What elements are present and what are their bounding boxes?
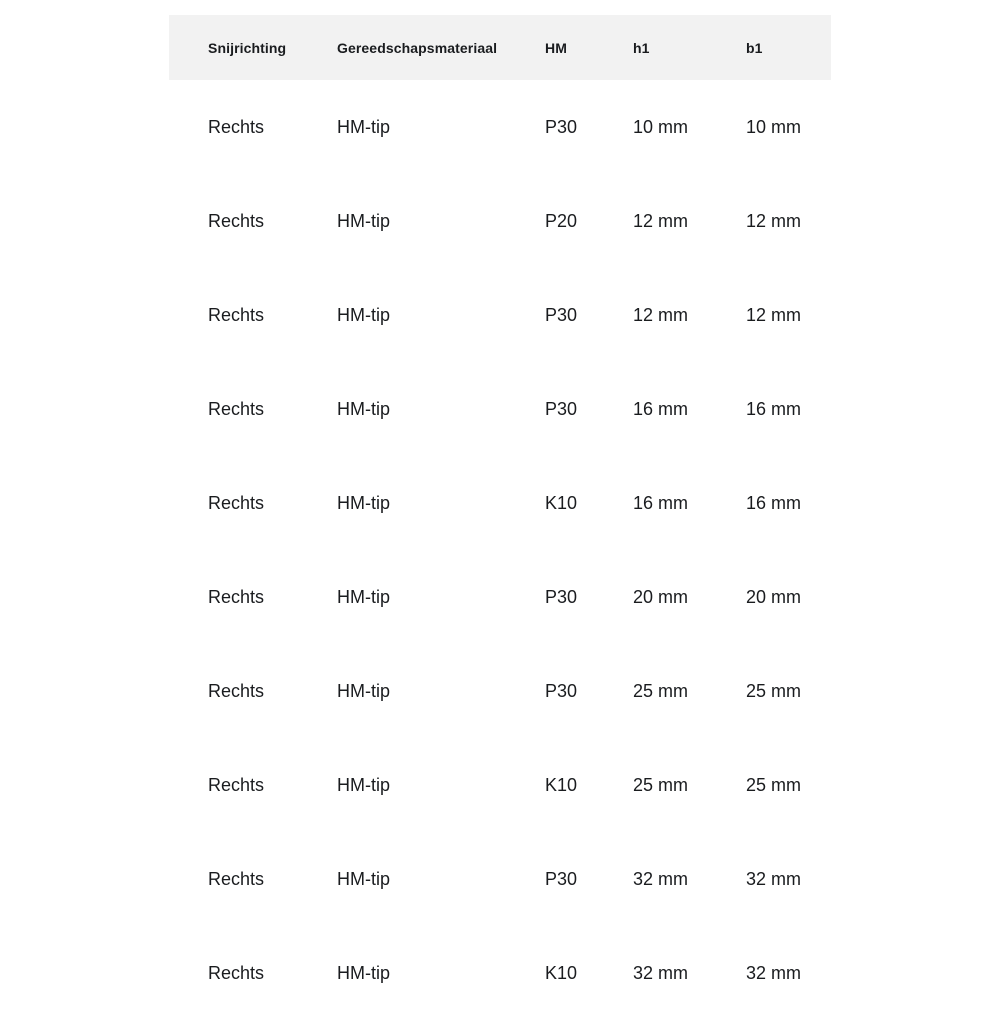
table-cell-b1: 20 mm — [746, 586, 802, 607]
table-cell-hm: P30 — [545, 116, 578, 137]
table-cell-h1: 25 mm — [633, 680, 689, 701]
table-cell-hm: K10 — [545, 492, 578, 513]
table-cell-snijrichting: Rechts — [208, 586, 265, 607]
table-row — [169, 926, 831, 1020]
column-header-hm: HM — [545, 39, 567, 56]
table-row — [169, 362, 831, 456]
table-cell-hm: K10 — [545, 962, 578, 983]
table-cell-h1: 32 mm — [633, 962, 689, 983]
table-cell-hm: P30 — [545, 304, 578, 325]
table-cell-gereedschapsmateriaal: HM-tip — [337, 304, 390, 325]
table-row — [169, 456, 831, 550]
table-cell-gereedschapsmateriaal: HM-tip — [337, 774, 390, 795]
table-cell-snijrichting: Rechts — [208, 962, 265, 983]
table-cell-b1: 32 mm — [746, 962, 802, 983]
table-cell-gereedschapsmateriaal: HM-tip — [337, 210, 390, 231]
table-cell-b1: 16 mm — [746, 398, 802, 419]
table-cell-gereedschapsmateriaal: HM-tip — [337, 868, 390, 889]
table-cell-b1: 12 mm — [746, 210, 802, 231]
table-cell-b1: 12 mm — [746, 304, 802, 325]
column-header-b1: b1 — [746, 39, 763, 56]
table-cell-snijrichting: Rechts — [208, 210, 265, 231]
table-cell-h1: 12 mm — [633, 210, 689, 231]
table-cell-snijrichting: Rechts — [208, 680, 265, 701]
column-header-snijrichting: Snijrichting — [208, 39, 287, 56]
table-row — [169, 80, 831, 174]
table-cell-h1: 25 mm — [633, 774, 689, 795]
table-cell-hm: P30 — [545, 398, 578, 419]
table-cell-snijrichting: Rechts — [208, 398, 265, 419]
table-cell-snijrichting: Rechts — [208, 304, 265, 325]
table-cell-h1: 32 mm — [633, 868, 689, 889]
table-row — [169, 174, 831, 268]
table-cell-b1: 25 mm — [746, 774, 802, 795]
table-row — [169, 550, 831, 644]
table-cell-hm: P30 — [545, 680, 578, 701]
table-cell-gereedschapsmateriaal: HM-tip — [337, 962, 390, 983]
table-cell-b1: 10 mm — [746, 116, 802, 137]
table-cell-gereedschapsmateriaal: HM-tip — [337, 492, 390, 513]
product-spec-table — [169, 15, 831, 1020]
table-cell-hm: P30 — [545, 586, 578, 607]
table-cell-hm: K10 — [545, 774, 578, 795]
table-cell-hm: P30 — [545, 868, 578, 889]
table-cell-h1: 20 mm — [633, 586, 689, 607]
table-cell-b1: 25 mm — [746, 680, 802, 701]
table-cell-hm: P20 — [545, 210, 578, 231]
table-cell-gereedschapsmateriaal: HM-tip — [337, 116, 390, 137]
table-cell-h1: 12 mm — [633, 304, 689, 325]
table-cell-snijrichting: Rechts — [208, 116, 265, 137]
table-cell-gereedschapsmateriaal: HM-tip — [337, 586, 390, 607]
table-row — [169, 738, 831, 832]
table-cell-h1: 16 mm — [633, 398, 689, 419]
table-row — [169, 644, 831, 738]
table-cell-b1: 16 mm — [746, 492, 802, 513]
column-header-gereedschapsmateriaal: Gereedschapsmateriaal — [337, 39, 498, 56]
table-body — [169, 80, 831, 1020]
table-header-row — [169, 15, 831, 80]
table-cell-snijrichting: Rechts — [208, 492, 265, 513]
column-header-h1: h1 — [633, 39, 650, 56]
table-row — [169, 268, 831, 362]
table-cell-snijrichting: Rechts — [208, 774, 265, 795]
table-cell-snijrichting: Rechts — [208, 868, 265, 889]
table-cell-b1: 32 mm — [746, 868, 802, 889]
table-cell-gereedschapsmateriaal: HM-tip — [337, 398, 390, 419]
table-cell-h1: 16 mm — [633, 492, 689, 513]
table-cell-gereedschapsmateriaal: HM-tip — [337, 680, 390, 701]
table-cell-h1: 10 mm — [633, 116, 689, 137]
table-row — [169, 832, 831, 926]
